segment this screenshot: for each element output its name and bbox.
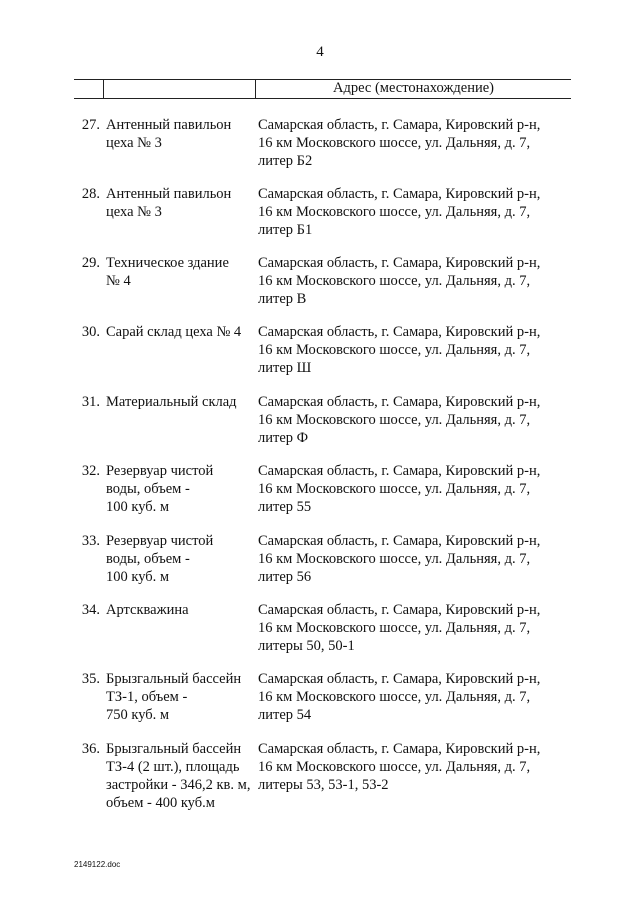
item-name: Материальный склад [106, 394, 237, 410]
item-name: Резервуар чистой воды, объем - 100 куб. м [106, 533, 214, 585]
item-address: Самарская область, г. Самара, Кировский р-н, 16 км Московского шоссе, ул. Дальняя, д. 7, литер Ш [258, 324, 541, 376]
item-address: Самарская область, г. Самара, Кировский р-н, 16 км Московского шоссе, ул. Дальняя, д. 7, литер В [258, 255, 541, 307]
item-name: Техническое здание № 4 [106, 255, 229, 289]
item-address: Самарская область, г. Самара, Кировский р-н, 16 км Московского шоссе, ул. Дальняя, д. 7, литеры 53, 53-1, 53-2 [258, 741, 541, 793]
page-number: 4 [316, 44, 324, 60]
item-number: 35. [81, 671, 100, 687]
item-number: 28. [81, 186, 100, 202]
item-address: Самарская область, г. Самара, Кировский р-н, 16 км Московского шоссе, ул. Дальняя, д. 7, литер Ф [258, 394, 541, 446]
item-name: Антенный павильон цеха № 3 [106, 186, 232, 220]
item-address: Самарская область, г. Самара, Кировский р-н, 16 км Московского шоссе, ул. Дальняя, д. 7, литер 55 [258, 463, 541, 515]
item-address: Самарская область, г. Самара, Кировский р-н, 16 км Московского шоссе, ул. Дальняя, д. 7, литер 54 [258, 671, 541, 723]
item-address: Самарская область, г. Самара, Кировский р-н, 16 км Московского шоссе, ул. Дальняя, д. 7, литеры 50, 50-1 [258, 602, 541, 654]
item-name: Антенный павильон цеха № 3 [106, 117, 232, 151]
item-name: Резервуар чистой воды, объем - 100 куб. м [106, 463, 214, 515]
item-number: 31. [81, 394, 100, 410]
item-number: 33. [81, 533, 100, 549]
item-name: Брызгальный бассейн ТЗ-4 (2 шт.), площадь застройки - 346,2 кв. м, объем - 400 куб.м [106, 741, 251, 811]
table-header [74, 79, 571, 99]
column-divider [103, 80, 104, 98]
item-number: 30. [81, 324, 100, 340]
address-column-header: Адрес (местонахождение) [333, 80, 494, 96]
item-number: 34. [81, 602, 100, 618]
item-number: 36. [81, 741, 100, 757]
item-number: 32. [81, 463, 100, 479]
item-name: Брызгальный бассейн ТЗ-1, объем - 750 куб. м [106, 671, 242, 723]
item-name: Артскважина [106, 602, 189, 618]
item-number: 27. [81, 117, 100, 133]
item-address: Самарская область, г. Самара, Кировский р-н, 16 км Московского шоссе, ул. Дальняя, д. 7, литер 56 [258, 533, 541, 585]
footer-filename: 2149122.doc [74, 860, 121, 869]
item-name: Сарай склад цеха № 4 [106, 324, 242, 340]
item-address: Самарская область, г. Самара, Кировский р-н, 16 км Московского шоссе, ул. Дальняя, д. 7, литер Б2 [258, 117, 541, 169]
item-number: 29. [81, 255, 100, 271]
item-address: Самарская область, г. Самара, Кировский р-н, 16 км Московского шоссе, ул. Дальняя, д. 7, литер Б1 [258, 186, 541, 238]
